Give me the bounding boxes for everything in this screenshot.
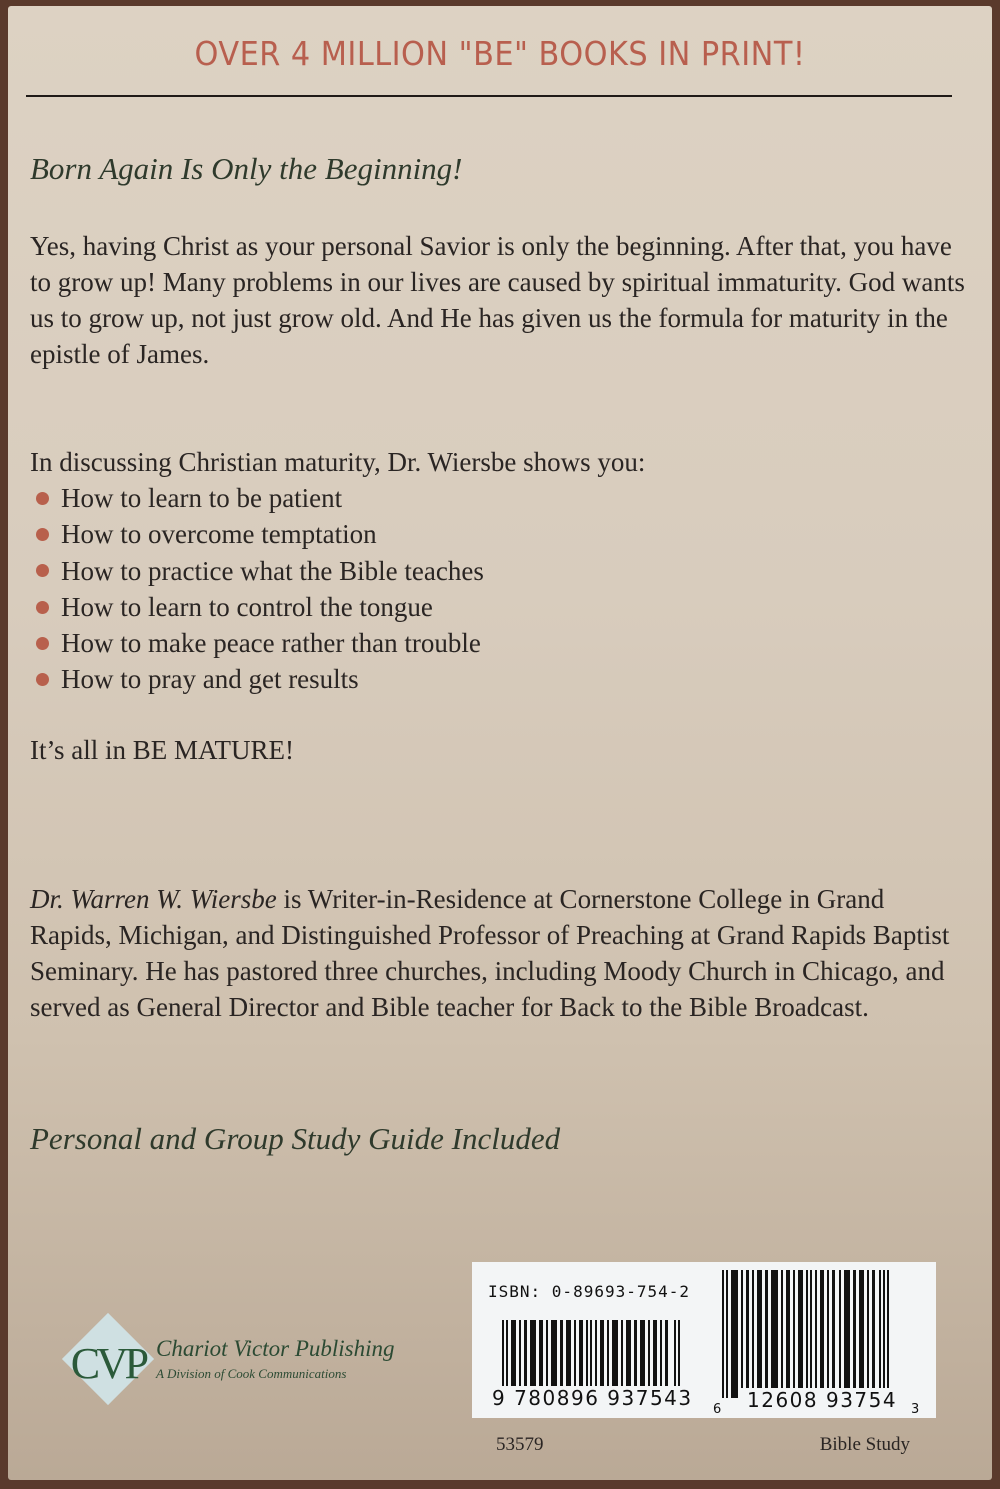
description-paragraph: Yes, having Christ as your personal Savior is only the beginning. After that, you have to grow up! Many problems in our lives are caused by spiritual immaturity. God wants us to grow up, not just grow old. And He has given us the formula for maturity in the epistle of James.	[30, 231, 965, 369]
tagline: Born Again Is Only the Beginning!	[30, 151, 463, 186]
svg-text:CVP: CVP	[70, 1339, 146, 1389]
benefit-list	[30, 480, 484, 698]
bullet-dot-icon	[36, 564, 49, 577]
closing-line: It’s all in BE MATURE!	[30, 735, 294, 765]
study-guide-note: Personal and Group Study Guide Included	[30, 1121, 561, 1156]
bullet-dot-icon	[36, 528, 49, 541]
list-item: How to pray and get results	[30, 661, 484, 697]
upc-check-digit: 3	[911, 1402, 920, 1417]
bullet-intro: In discussing Christian maturity, Dr. Wiersbe shows you:	[30, 447, 646, 477]
list-item: How to learn to be patient	[30, 480, 484, 516]
bullet-dot-icon	[36, 492, 49, 505]
publisher-logo-icon	[60, 1311, 156, 1407]
upc-number: 12608 93754	[747, 1388, 898, 1412]
bullet-dot-icon	[36, 673, 49, 686]
author-bio	[30, 881, 970, 1025]
list-item: How to practice what the Bible teaches	[30, 553, 484, 589]
product-code: 53579	[496, 1434, 544, 1455]
author-bio-text: is Writer-in-Residence at Cornerstone College in Grand Rapids, Michigan, and Distinguished Professor of Preaching at Grand Rapids Baptist Seminary. He has pastored three churches, including Moody Church in Chicago, and served as General Director and Bible teacher for Back to the Bible Broadcast.	[30, 884, 950, 1022]
category-label: Bible Study	[819, 1434, 910, 1455]
list-item: How to make peace rather than trouble	[30, 625, 484, 661]
ean-number: 9 780896 937543	[492, 1386, 693, 1410]
bullet-dot-icon	[36, 601, 49, 614]
divider-rule	[26, 95, 952, 97]
bullet-dot-icon	[36, 637, 49, 650]
author-name: Dr. Warren W. Wiersbe	[30, 884, 277, 914]
upc-left-digit: 6	[713, 1402, 722, 1417]
book-back-cover	[8, 6, 992, 1480]
list-item: How to learn to control the tongue	[30, 589, 484, 625]
publisher-subtitle: A Division of Cook Communications	[156, 1366, 347, 1381]
isbn-text: ISBN: 0-89693-754-2	[488, 1282, 691, 1301]
upc-barcode-icon	[722, 1270, 892, 1398]
banner-headline: OVER 4 MILLION "BE" BOOKS IN PRINT!	[194, 34, 806, 73]
list-item: How to overcome temptation	[30, 516, 484, 552]
publisher-name: Chariot Victor Publishing	[156, 1336, 395, 1361]
barcode-label	[472, 1262, 936, 1418]
